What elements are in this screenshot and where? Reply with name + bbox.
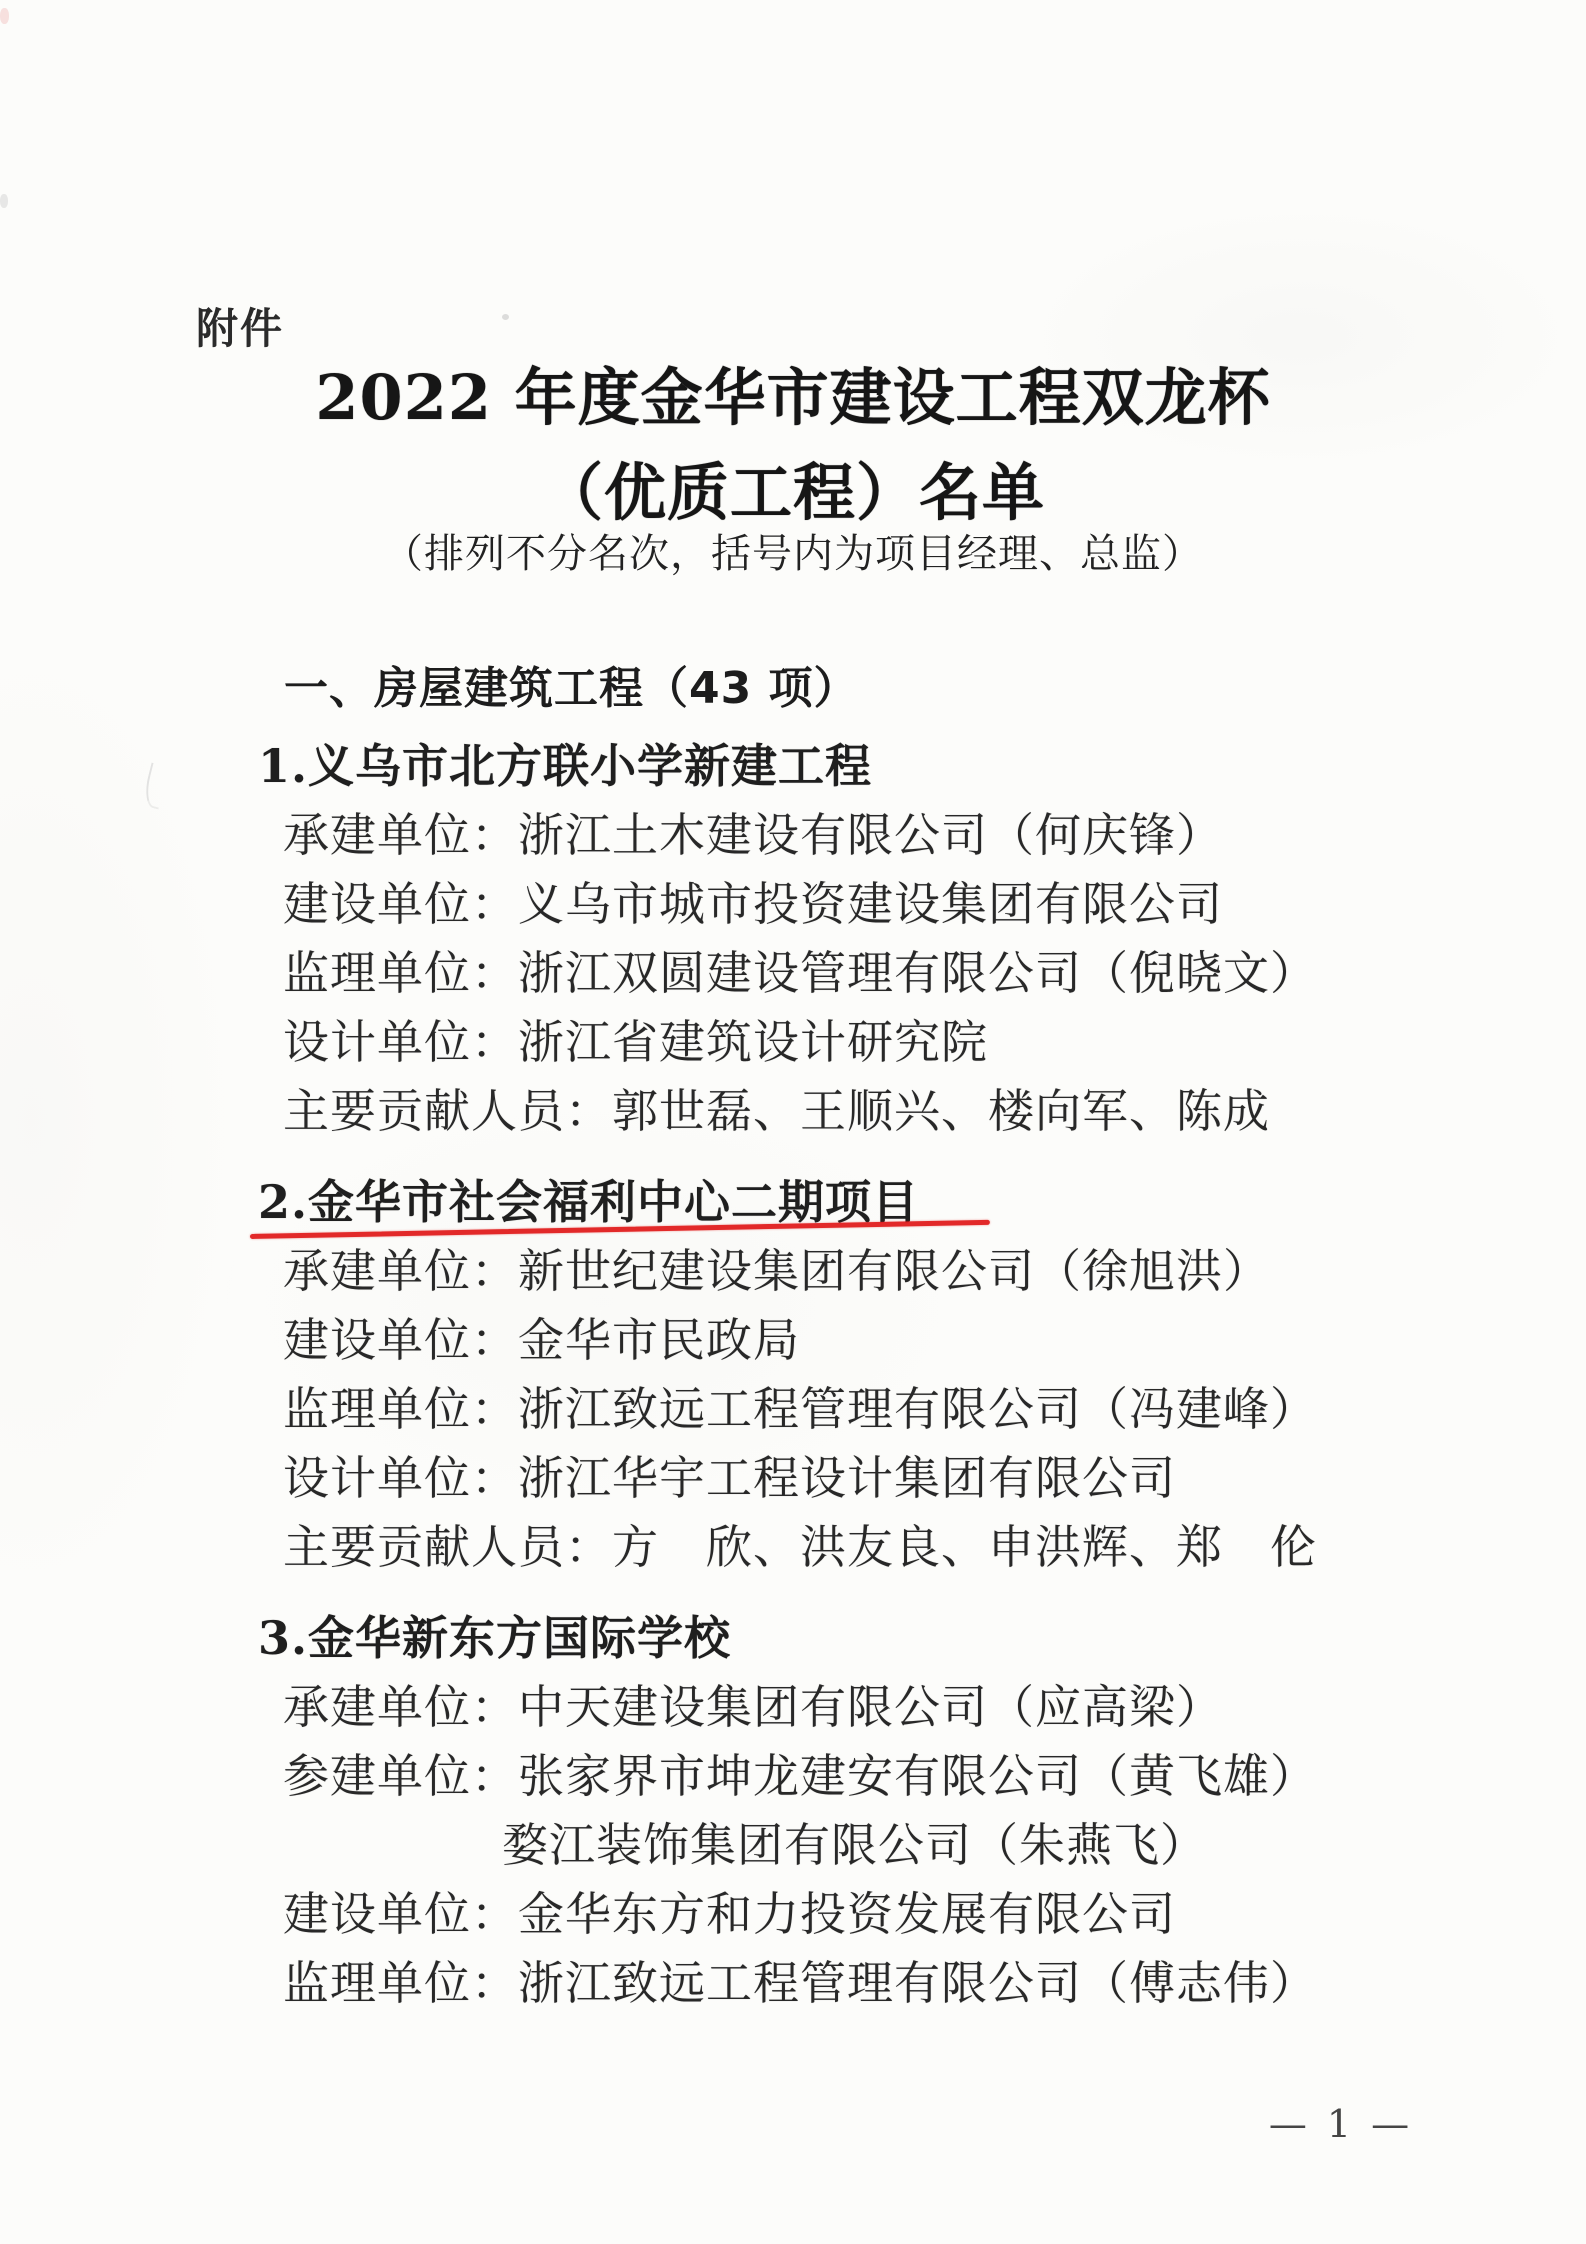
field-value: 婺江装饰集团有限公司（朱燕飞） <box>502 1818 1207 1872</box>
field-value: 张家界市坤龙建安有限公司（黄飞雄） <box>518 1749 1317 1803</box>
detail-line <box>258 1742 1388 1811</box>
field-value: 郭世磊、王顺兴、楼向军、陈成 <box>612 1084 1270 1138</box>
section-heading: 一、房屋建筑工程（43 项） <box>284 663 859 714</box>
field-label: 设计单位： <box>283 1015 518 1069</box>
project-title: 3.金华新东方国际学校 <box>258 1611 732 1665</box>
detail-line <box>258 801 1388 870</box>
field-value: 浙江华宇工程设计集团有限公司 <box>518 1451 1176 1505</box>
project-list <box>258 732 1388 2018</box>
detail-line <box>258 1306 1388 1375</box>
detail-line <box>258 1008 1388 1077</box>
project-title-text: 2.金华市社会福利中心二期项目 <box>258 1175 920 1229</box>
document-subtitle: （排列不分名次，括号内为项目经理、总监） <box>383 531 1203 577</box>
detail-line-continuation <box>258 1811 1388 1880</box>
field-label: 主要贡献人员： <box>283 1520 612 1574</box>
field-value: 义乌市城市投资建设集团有限公司 <box>518 877 1223 931</box>
field-label: 监理单位： <box>283 946 518 1000</box>
field-label: 建设单位： <box>283 1887 518 1941</box>
document-title <box>0 350 1586 540</box>
field-value: 浙江双圆建设管理有限公司（倪晓文） <box>518 946 1317 1000</box>
detail-line <box>258 1513 1388 1582</box>
detail-line <box>258 1237 1388 1306</box>
project-item-3 <box>258 1604 1388 2018</box>
field-value: 新世纪建设集团有限公司（徐旭洪） <box>518 1244 1270 1298</box>
detail-line <box>258 870 1388 939</box>
detail-line <box>258 939 1388 1008</box>
detail-line <box>258 1673 1388 1742</box>
attachment-label: 附件 <box>196 304 285 353</box>
document-title-line-1: 2022 年度金华市建设工程双龙杯 <box>315 361 1271 434</box>
field-label: 主要贡献人员： <box>283 1084 612 1138</box>
detail-line <box>258 1949 1388 2018</box>
field-value: 金华市民政局 <box>518 1313 800 1367</box>
field-label: 承建单位： <box>283 1680 518 1734</box>
detail-line <box>258 1880 1388 1949</box>
project-item-2 <box>258 1168 1388 1582</box>
field-value: 浙江土木建设有限公司（何庆锋） <box>518 808 1223 862</box>
document-title-line-2: （优质工程）名单 <box>540 456 1045 529</box>
field-label: 承建单位： <box>283 1244 518 1298</box>
project-title: 1.义乌市北方联小学新建工程 <box>258 739 873 793</box>
project-title <box>258 1168 1388 1237</box>
scan-speckle <box>0 8 9 24</box>
field-label: 建设单位： <box>283 1313 518 1367</box>
field-value: 浙江致远工程管理有限公司（冯建峰） <box>518 1382 1317 1436</box>
field-label: 承建单位： <box>283 808 518 862</box>
page-number: — 1 — <box>1268 2102 1414 2146</box>
field-value: 金华东方和力投资发展有限公司 <box>518 1887 1176 1941</box>
detail-line <box>258 1077 1388 1146</box>
field-value: 浙江致远工程管理有限公司（傅志伟） <box>518 1956 1317 2010</box>
field-label: 监理单位： <box>283 1956 518 2010</box>
detail-line <box>258 1375 1388 1444</box>
field-value: 中天建设集团有限公司（应高梁） <box>518 1680 1223 1734</box>
field-label: 参建单位： <box>283 1749 518 1803</box>
field-value: 方 欣、洪友良、申洪辉、郑 伦 <box>612 1520 1317 1574</box>
detail-line <box>258 1444 1388 1513</box>
field-label: 设计单位： <box>283 1451 518 1505</box>
scan-speckle <box>502 314 509 320</box>
field-label: 监理单位： <box>283 1382 518 1436</box>
field-label: 建设单位： <box>283 877 518 931</box>
scan-speckle <box>0 194 8 208</box>
scan-speckle <box>141 762 169 809</box>
field-value: 浙江省建筑设计研究院 <box>518 1015 988 1069</box>
project-item-1 <box>258 732 1388 1146</box>
